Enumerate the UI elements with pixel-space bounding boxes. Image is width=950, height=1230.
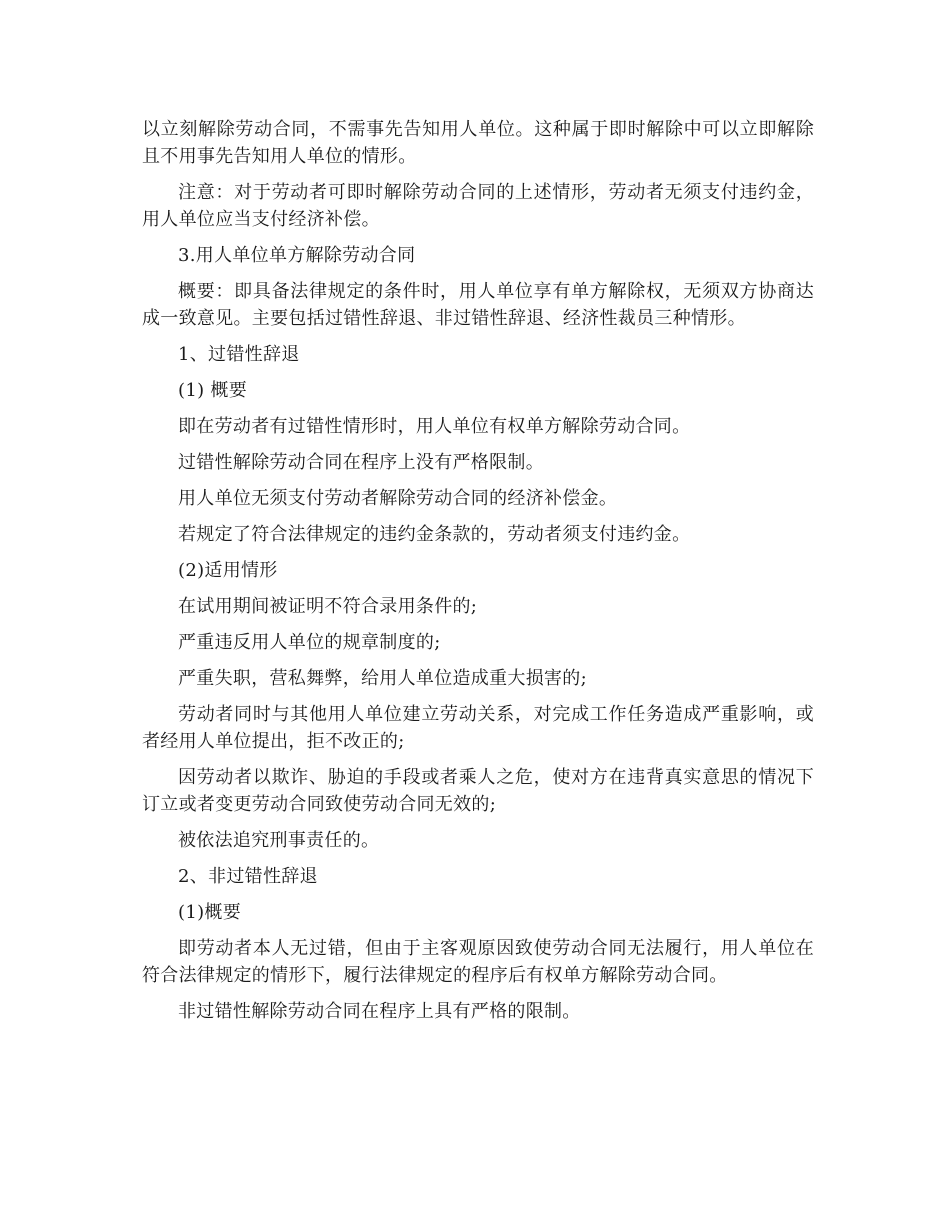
paragraph-continuation: 以立刻解除劳动合同，不需事先告知用人单位。这种属于即时解除中可以立即解除且不用事先告知用人单位的情形。 (142, 119, 814, 167)
subsection-heading-2: 2、非过错性辞退 (178, 866, 318, 887)
subsection-heading-1: 1、过错性辞退 (178, 344, 300, 365)
paragraph: 若规定了符合法律规定的违约金条款的，劳动者须支付违约金。 (178, 524, 691, 545)
item-heading-1-1: (1) 概要 (178, 380, 248, 401)
paragraph: 用人单位无须支付劳动者解除劳动合同的经济补偿金。 (178, 488, 618, 509)
paragraph: 即劳动者本人无过错，但由于主客观原因致使劳动合同无法履行，用人单位在符合法律规定的情形下，履行法律规定的程序后有权单方解除劳动合同。 (142, 938, 814, 986)
paragraph: 非过错性解除劳动合同在程序上具有严格的限制。 (178, 1001, 581, 1022)
list-item: 在试用期间被证明不符合录用条件的; (178, 596, 478, 617)
paragraph-summary: 概要：即具备法律规定的条件时，用人单位享有单方解除权，无须双方协商达成一致意见。主要包括过错性辞退、非过错性辞退、经济性裁员三种情形。 (142, 281, 814, 329)
paragraph-note: 注意：对于劳动者可即时解除劳动合同的上述情形，劳动者无须支付违约金，用人单位应当支付经济补偿。 (142, 182, 814, 230)
list-item: 严重失职，营私舞弊，给用人单位造成重大损害的; (178, 668, 587, 689)
list-item: 因劳动者以欺诈、胁迫的手段或者乘人之危，使对方在违背真实意思的情况下订立或者变更劳动合同致使劳动合同无效的; (142, 767, 814, 815)
item-heading-2-1: (1)概要 (178, 902, 241, 923)
list-item: 被依法追究刑事责任的。 (178, 830, 380, 851)
item-heading-1-2: (2)适用情形 (178, 560, 278, 581)
document-page (142, 116, 814, 1034)
list-item: 劳动者同时与其他用人单位建立劳动关系，对完成工作任务造成严重影响，或者经用人单位提出，拒不改正的; (142, 704, 814, 752)
list-item: 严重违反用人单位的规章制度的; (178, 632, 441, 653)
paragraph: 即在劳动者有过错性情形时，用人单位有权单方解除劳动合同。 (178, 416, 691, 437)
paragraph: 过错性解除劳动合同在程序上没有严格限制。 (178, 452, 544, 473)
section-heading-3: 3.用人单位单方解除劳动合同 (178, 245, 416, 266)
